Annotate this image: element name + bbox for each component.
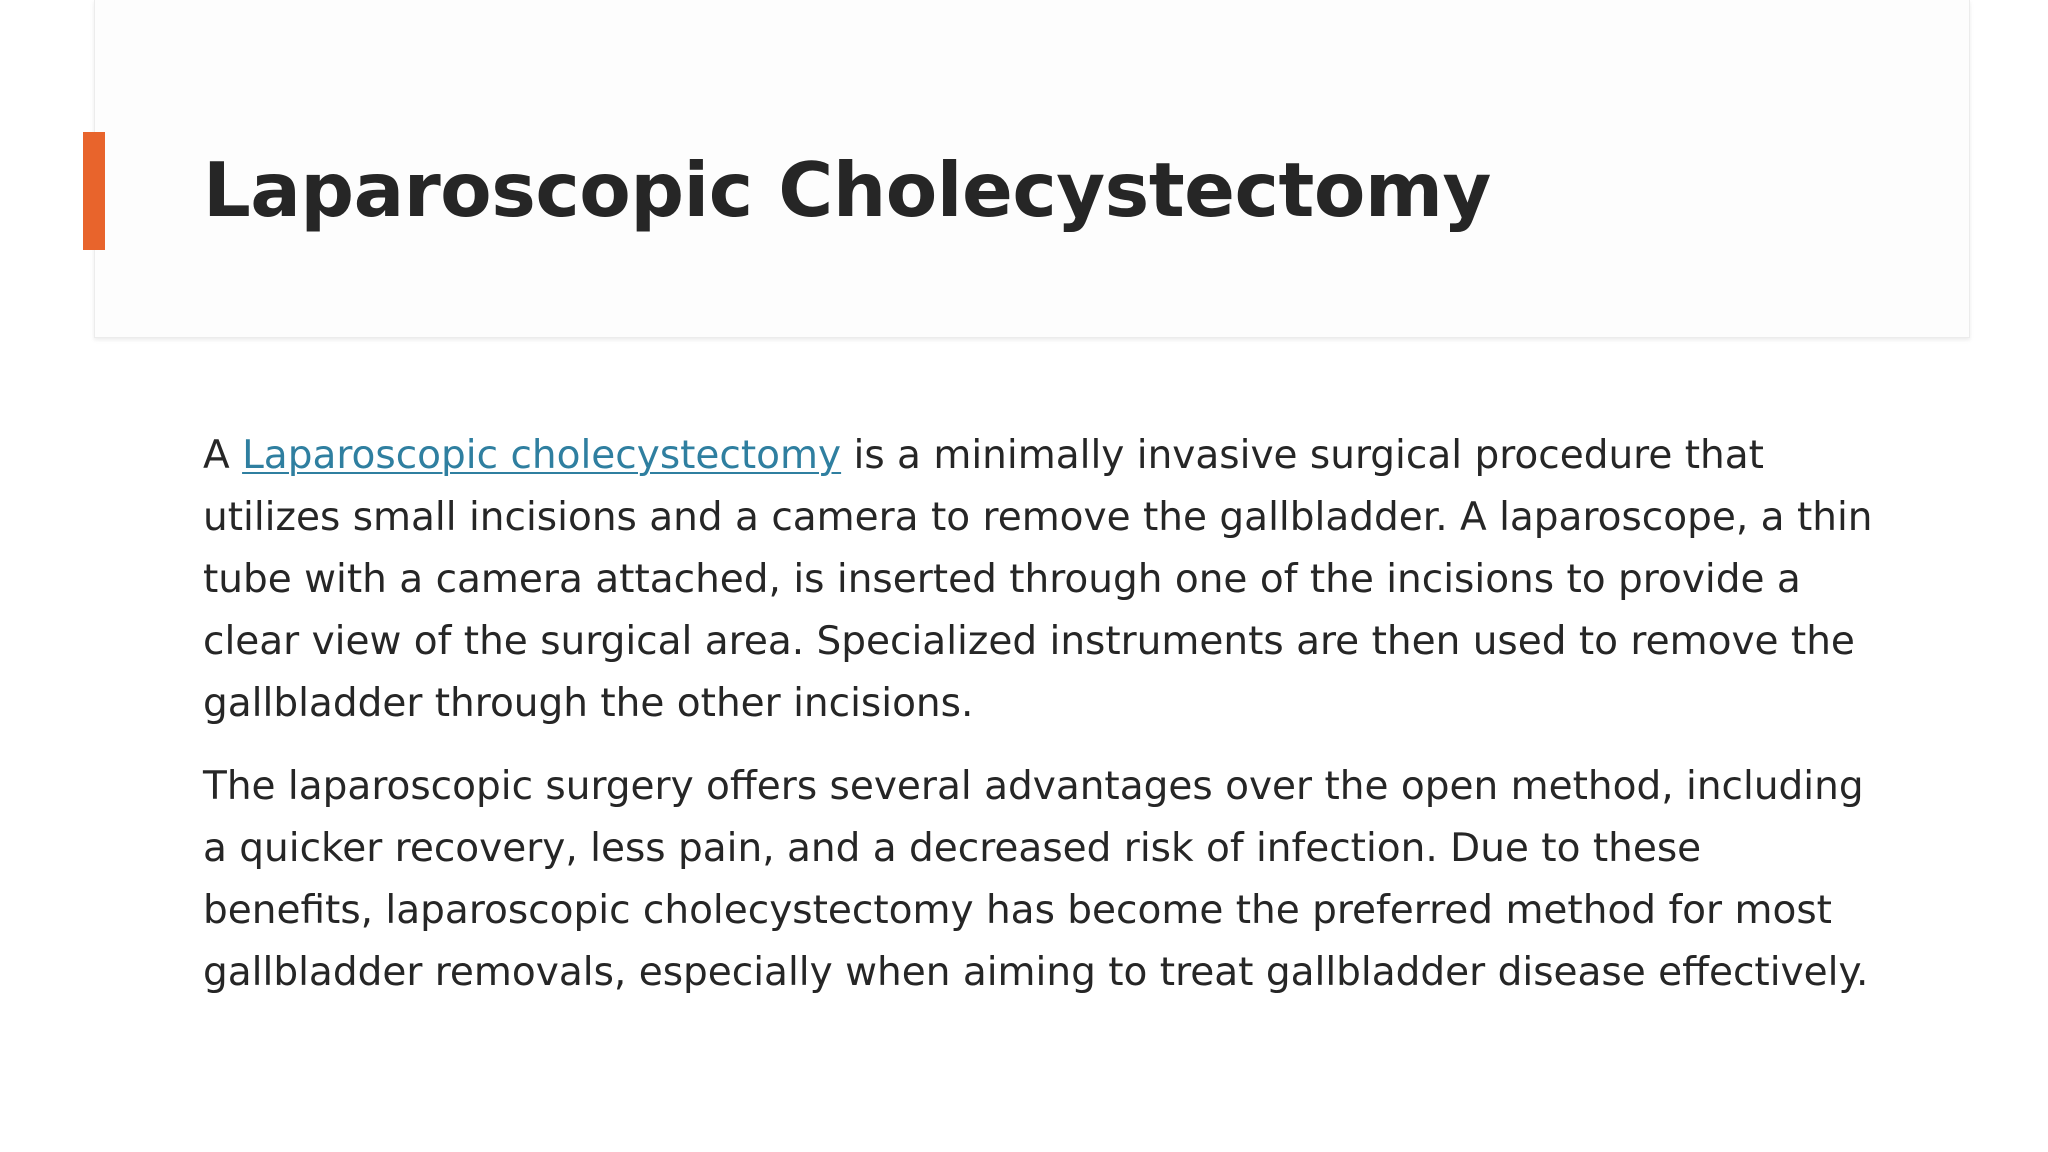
- slide-title: Laparoscopic Cholecystectomy: [203, 146, 1491, 234]
- paragraph-1-text: is a minimally invasive surgical procedure that utilizes small incisions and a camera to remove the gallbladder. A laparoscope, a thin tube with a camera attached, is inserted through one of the incisions to provide a clear view of the surgical area. Specialized instruments are then used to remove the gallbladder through the other incisions.: [203, 433, 1873, 726]
- paragraph-1: [203, 425, 1883, 735]
- laparoscopic-cholecystectomy-link[interactable]: Laparoscopic cholecystectomy: [242, 433, 842, 478]
- slide-body: [203, 425, 1883, 1025]
- paragraph-1-prefix: A: [203, 433, 243, 478]
- title-accent-bar: [83, 132, 105, 250]
- paragraph-2: The laparoscopic surgery offers several advantages over the open method, including a quicker recovery, less pain, and a decreased risk of infection. Due to these benefits, laparoscopic cholecystectomy has become the preferred method for most gallbladder removals, especially when aiming to treat gallbladder disease effectively.: [203, 764, 1869, 995]
